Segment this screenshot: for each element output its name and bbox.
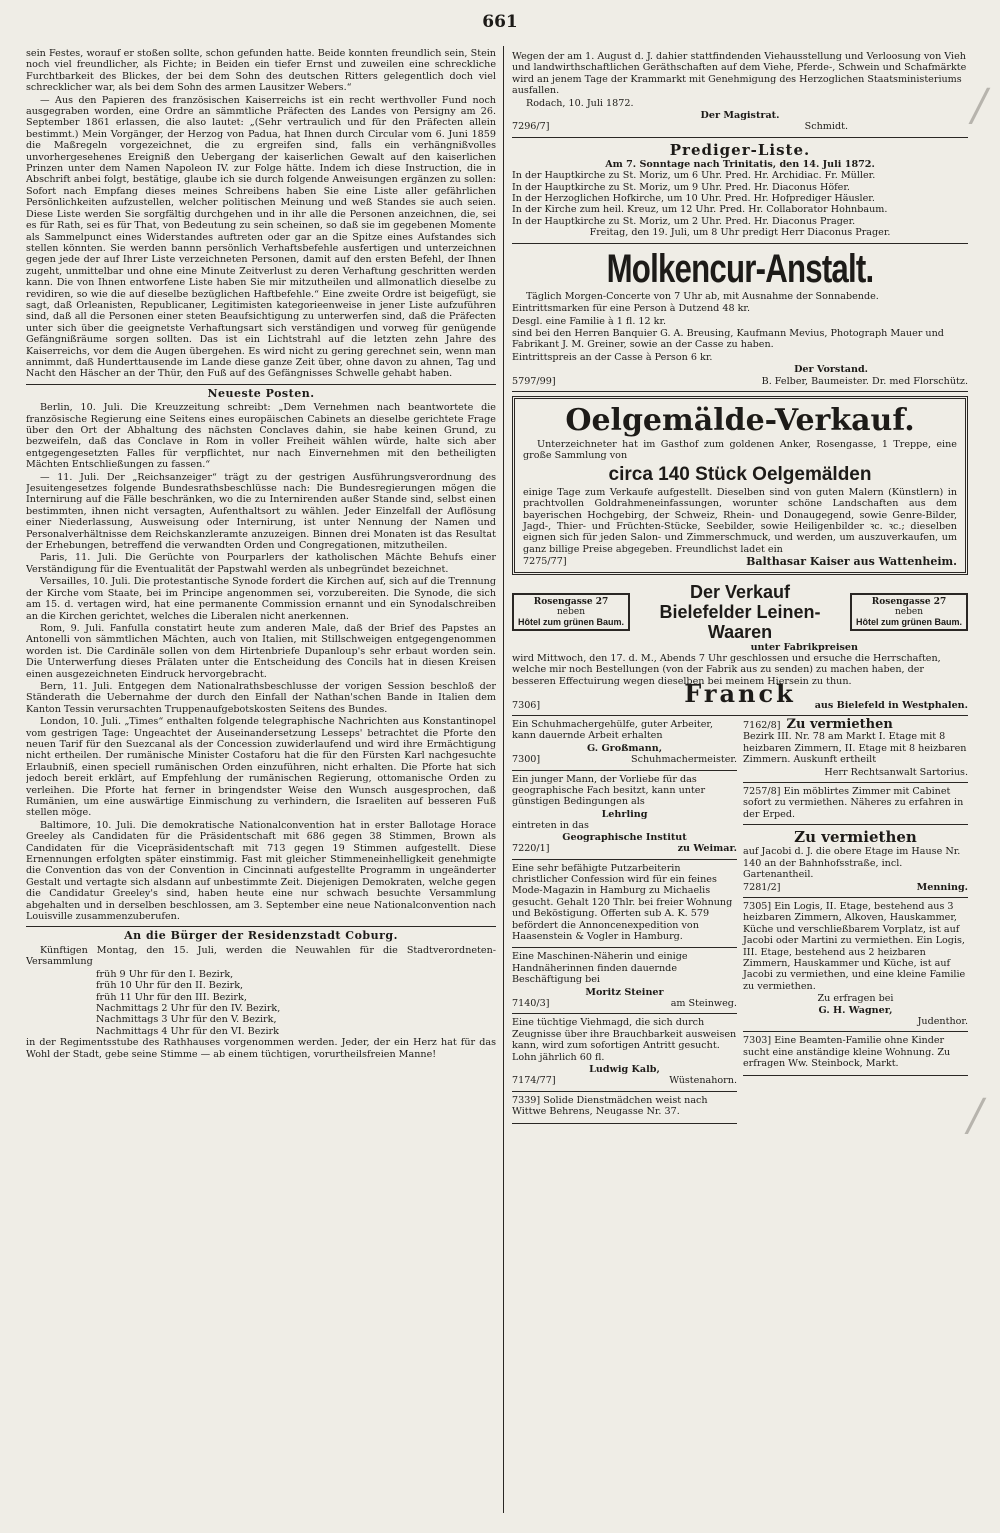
ad-linen bbox=[512, 579, 968, 716]
schedule-line: früh 11 Uhr für den III. Bezirk, bbox=[96, 991, 247, 1003]
ad-officials-family bbox=[743, 1032, 968, 1075]
ad-text: Ein möblirtes Zimmer mit Cabinet sofort zu vermiethen. Näheres zu erfahren in der Erped. bbox=[743, 786, 964, 820]
ad-ref: 7220/1] bbox=[512, 843, 550, 855]
ad-name: B. Felber, Baumeister. Dr. med Florschütz. bbox=[761, 375, 968, 387]
preacher-line: In der Hauptkirche zu St. Moriz, um 9 Uhr. Pred. Hr. Diaconus Höfer. bbox=[512, 181, 850, 193]
news-item: London, 10. Juli. „Times“ enthalten folgende telegraphische Nachrichten aus Konstantinopel vom gestrigen Tage: Ungeachtet der Auseinandersetzung Lesseps' betrachtet die Pforte den neuen Tarif für den Suezcanal als der Concession zuwiderlaufend und wird ihre Ermächtigung nicht ertheilen. Der rumänische Minister Costaforu hat die für den Fürsten Karl nachgesuchte Erlaubniß, einen speciell rumänischen Orden einzuführen, nicht erhalten. Die Pforte hat sich jedoch bereit erklärt, auf Empfehlung der rumänischen Regierung, ottomanische Orden zu verleihen. Die Pforte hat ferner in bringendster Weise den Wunsch ausgesprochen, daß Rumänien, um eine auswärtige Einmischung zu verhindern, die Israeliten auf besseren Fuß stellen möge. bbox=[26, 716, 496, 819]
preacher-line: In der Hauptkirche zu St. Moriz, um 2 Uhr. Pred. Hr. Diaconus Prager. bbox=[512, 215, 856, 227]
ad-name: Franck bbox=[684, 679, 796, 709]
ad-cattle-show bbox=[512, 48, 968, 138]
ad-text: eintreten in das bbox=[512, 820, 589, 832]
news-item: Berlin, 10. Juli. Die Kreuzzeitung schreibt: „Dem Vernehmen nach beantwortete die französische Regierung eine Seitens eines europäischen Cabinets an dieselbe gerichtete Frage über den Ort der Abhaltung des nächsten Conclaves dahin, sie habe keinen Grund, zu bezweifeln, daß das Conclave in Rom in voller Freiheit wählen würde, halte sich aber entgegengesetzten Falles für verpflichtet, nur nach Einvernehmen mit den betheiligten Mächten Entschließungen zu fassen.“ bbox=[26, 402, 496, 471]
divider bbox=[26, 384, 496, 385]
schedule-line: Nachmittags 2 Uhr für den IV. Bezirk, bbox=[96, 1002, 281, 1014]
news-item: Paris, 11. Juli. Die Gerüchte von Pourparlers der katholischen Mächte Behufs einer Verständigung für die Eventualität der Papstwahl werden als unbegründet bezeichnet. bbox=[26, 552, 496, 575]
ad-ref: 7306] bbox=[512, 699, 541, 711]
side-hotel: Hôtel zum grünen Baum. bbox=[517, 616, 624, 627]
right-column bbox=[512, 48, 968, 1515]
notice-heading: An die Bürger der Residenzstadt Coburg. bbox=[124, 929, 398, 943]
linen-line: Waaren bbox=[707, 621, 773, 642]
ad-text: Zu erfragen bei bbox=[817, 993, 894, 1005]
ad-ref: 7296/7] bbox=[512, 121, 550, 133]
ad-subtitle: Am 7. Sonntage nach Trinitatis, den 14. Juli 1872. bbox=[605, 158, 875, 170]
election-schedule bbox=[26, 969, 496, 1037]
ad-signature: Der Vorstand. bbox=[794, 364, 868, 376]
ad-ref: 7275/77] bbox=[523, 556, 567, 568]
ad-milliner bbox=[512, 860, 737, 949]
ad-furnished-room bbox=[743, 783, 968, 825]
ad-text: Unterzeichneter hat im Gasthof zum goldenen Anker, Rosengasse, 1 Treppe, eine große Sammlung von bbox=[523, 438, 957, 462]
ad-text: Eine Maschinen-Näherin und einige Handnäherinnen finden dauernde Beschäftigung bei bbox=[512, 951, 688, 986]
ad-ref: 7174/77] bbox=[512, 1075, 556, 1087]
ad-text: wird Mittwoch, den 17. d. M., Abends 7 Uhr geschlossen und ersuche die Herrschaften, welche mir noch Bestellungen (von der Fabrik aus zu senden) zu machen haben, der besseren Effectuirung wegen dieselben bei meinem Hiersein zu thun. bbox=[512, 653, 941, 687]
schedule-line: früh 9 Uhr für den I. Bezirk, bbox=[96, 968, 234, 980]
ad-name: G. Großmann, bbox=[586, 742, 663, 754]
article-paragraph: sein Festes, worauf er stoßen sollte, schon gefunden hatte. Beide konnten freundlich sein, Stein noch viel freundlicher, als Fichte; in Beiden ein tiefer Ernst und zuweilen eine schreckliche Furchtbarkeit des Blickes, der bei dem Sohn des deutschen Ritters gelegentlich doch viel schrecklicher war, als bei dem Sohn des armen Lausitzer Webers.“ bbox=[26, 48, 496, 94]
pencil-mark: / bbox=[968, 1090, 983, 1141]
linen-line: Bielefelder Leinen- bbox=[659, 601, 821, 622]
side-hotel: Hôtel zum grünen Baum. bbox=[855, 616, 962, 627]
ad-text: 7339] Solide Dienstmädchen weist nach Wittwe Behrens, Neugasse Nr. 37. bbox=[512, 1094, 708, 1118]
ad-text: Eine tüchtige Viehmagd, die sich durch Zeugnisse über ihre Brauchbarkeit ausweisen kann, wird zum sofortigen Antritt gesucht. Lohn jährlich 60 fl. bbox=[512, 1017, 737, 1063]
preacher-line: In der Herzoglichen Hofkirche, um 10 Uhr. Pred. Hr. Hofprediger Häusler. bbox=[512, 193, 875, 205]
schedule-line: Nachmittags 3 Uhr für den V. Bezirk, bbox=[96, 1014, 277, 1026]
ad-rent-station bbox=[743, 825, 968, 898]
ad-maids bbox=[512, 1092, 737, 1124]
column-rule bbox=[503, 46, 504, 1513]
ad-price: Eintrittsmarken für eine Person à Dutzend 48 kr. bbox=[512, 303, 750, 315]
news-item: Versailles, 10. Juli. Die protestantische Synode fordert die Kirchen auf, sich auf die Trennung der Kirche vom Staate, bei im Principe angenommen sei, vorzubereiten. Die Synode, die sich am 15. d. vertagen wird, hat eine permanente Commission ernannt und ein Synodalschreiben an die Kirchen gerichtet, welches die Liberalen nicht anerkennen. bbox=[26, 576, 496, 622]
ad-place: Wüstenahorn. bbox=[669, 1075, 737, 1087]
linen-side-box bbox=[850, 593, 968, 631]
linen-side-box bbox=[512, 593, 630, 631]
ad-highlight: Lehrling bbox=[601, 808, 648, 820]
news-item: — 11. Juli. Der „Reichsanzeiger“ trägt zu der gestrigen Ausführungsverordnung des Jesuitengesetzes folgende Bundesrathsbeschlüsse nach: Die Bundesregierungen mögen die Internirung auf die Fälle beschränken, wo die zu Internirenden außer Stande sind, selbst einen bestimmten, ihnen nicht versagten, Aufenthaltsort zu wählen. Jeder Einzelfall der Auflösung einer Niederlassung, Ausweisung oder Internirung, ist unter Nennung der Namen und Personalverhältnisse dem Reichskanzleramte anzuzeigen. Binnen drei Monaten ist das Resultat der Erhebungen, betreffend die verwandten Orden und Congregationen, mitzutheilen. bbox=[26, 471, 496, 552]
ad-text: Bezirk III. Nr. 78 am Markt I. Etage mit 8 heizbaren Zimmern, II. Etage mit 8 heizbaren Zimmern. Auskunft ertheilt bbox=[743, 731, 967, 766]
ad-place: am Steinweg. bbox=[670, 997, 737, 1009]
ad-ref: 7140/3] bbox=[512, 997, 550, 1009]
ad-place: zu Weimar. bbox=[677, 843, 737, 855]
ad-name: Moritz Steiner bbox=[585, 986, 664, 998]
ad-name: Schmidt. bbox=[804, 121, 848, 133]
ad-text: 7303] Eine Beamten-Familie ohne Kinder sucht eine anständige kleine Wohnung. Zu erfragen Ww. Steinbock, Markt. bbox=[743, 1035, 951, 1070]
ad-place: aus Bielefeld in Westphalen. bbox=[814, 699, 968, 711]
ad-cattle-maid bbox=[512, 1014, 737, 1091]
ad-text: Täglich Morgen-Concerte von 7 Uhr ab, mit Ausnahme der Sonnabende. bbox=[526, 290, 879, 302]
small-ads-grid bbox=[512, 716, 968, 1124]
pencil-mark: / bbox=[972, 80, 987, 131]
article-paragraph: — Aus den Papieren des französischen Kaiserreichs ist ein recht werthvoller Fund noch ausgegraben worden, eine Ordre an sämmtliche Präfecten des Landes von Persigny am 26. September 1861 erlassen, die also lautet: „(Sehr vertraulich und für den Präfecten allein bestimmt.) Mein Vorgänger, der Herzog von Padua, hat Ihnen durch Circular vom 6. Juni 1859 die Maßregeln vorgezeichnet, die zu ergreifen sind, falls ein verhängnißvolles unvorhergesehenes Ereigniß den Uebergang der kaiserlichen Gewalt auf den kaiserlichen Prinzen unter dem Namen Napoleon IV. zur Folge hätte. Indem ich diese Instruction, die in Abschrift anbei folgt, bestätige, glaube ich sie durch folgende Anweisungen ergänzen zu sollen: Sofort nach Empfang dieses meines Schreibens haben Sie eine Liste aller gefährlichen Persönlichkeiten aufzustellen, welcher politischen Meinung und weß Standes sie auch seien. Diese Liste werden Sie sorgfältig durchgehen und in ihr alle die Personen anzeichnen, die, sei es für Rath, sei es für That, von Bedeutung zu sein scheinen, so daß sie im gegebenen Momente als Sammelpunct eines Widerstandes auftreten oder gar an die Spitze eines Aufstandes sich stellen könnten. Sie werden bannn persönlich Verhaftsbefehle ausfertigen und unterzeichnen gegen jede der auf Ihrer Liste verzeichneten Personen, damit auf den ersten Befehl, der Ihnen zugeht, unmittelbar und ohne eine Minute Zeitverlust zu deren Verhaftung geschritten werden kann. Die von Ihnen entworfene Liste haben Sie mir mitzutheilen und allmonatlich dieselbe zu revidiren, so wie die auf dieselbe bezüglichen Haftbefehle.“ Eine zweite Ordre ist beigefügt, sie sagt, daß Orleanisten, Republicaner, Legitimisten kategorieenweise in jener Liste aufzuführen sind, daß all die Personen einer steten Beaufsichtigung zu unterwerfen sind, daß die Präfecten unter sich über die geeignetste Verhaftungsart sich verständigen und vorweg für genügende Gefängnißräume sorgen sollten. Das ist ein Lichtstrahl auf die letzten zehn Jahre des Kaiserreichs, vor dem die Augen übergehen. Es wird nicht zu gering gerechnet sein, wenn man annimmt, daß Hunderttausende im Lande diese ganze Zeit über, ohne davon zu ahnen, Tag und Nacht den Häscher an der Thür, den Fuß auf des Gefängnisses Schwelle gehabt haben. bbox=[26, 94, 496, 380]
ad-lodging bbox=[743, 898, 968, 1032]
ad-price: Desgl. eine Familie à 1 fl. 12 kr. bbox=[512, 315, 667, 327]
ad-paintings bbox=[512, 396, 968, 575]
ad-role: Judenthor. bbox=[917, 1015, 968, 1027]
divider bbox=[26, 926, 496, 927]
page-number: 661 bbox=[482, 12, 518, 32]
left-column bbox=[26, 48, 496, 1515]
ad-title: Oelgemälde-Verkauf. bbox=[565, 402, 915, 438]
news-item: Baltimore, 10. Juli. Die demokratische Nationalconvention hat in erster Ballotage Horace Greeley als Candidaten für die Präsidentschaft mit 686 gegen 38 Stimmen, Brown als Candidaten für die Vicepräsidentschaft mit 713 gegen 19 Stimmen aufgestellt. Diese Ernennungen erfolgten später einstimmig. Fast mit gleicher Stimmeneinhelligkeit genehmigte die Convention das von der Convention in Cincinnati aufgestellte Programm in ungeänderter Gestalt und vertagte sich alsdann auf unbestimmte Zeit. Diejenigen Demokraten, welche gegen die Candidatur Greeley's sind, haben heute eine nur schwach besuchte Versammlung abgehalten und in derselben beschlossen, am 3. September eine neue Nationalconvention nach Louisville zusammenzuberufen. bbox=[26, 819, 496, 923]
ad-title: Zu vermiethen bbox=[786, 717, 893, 733]
ad-geo-institute bbox=[512, 771, 737, 860]
small-ads-left bbox=[512, 716, 737, 1124]
news-heading: Neueste Posten. bbox=[207, 386, 315, 400]
ad-text: Ein junger Mann, der Vorliebe für das geographische Fach besitzt, kann unter günstigen Bedingungen als bbox=[512, 773, 706, 808]
news-item: Bern, 11. Juli. Entgegen dem Nationalrathsbeschlusse der vorigen Session beschloß der Ständerath die Uebernahme der durch den Einfall der Nathan'schen Bande in Italien dem Kanton Tessin verursachten Truppenaufgebotskosten Seitens des Bundes. bbox=[26, 680, 496, 715]
ad-text: sind bei den Herren Banquier G. A. Breusing, Kaufmann Mevius, Photograph Mauer und Fabrikant J. M. Greiner, sowie an der Casse zu haben. bbox=[512, 327, 944, 351]
ad-title: Molkencur-Anstalt. bbox=[606, 246, 874, 291]
ad-ref: 7300] bbox=[512, 754, 541, 766]
ad-text: Wegen der am 1. August d. J. dahier stattfindenden Viehausstellung und Verloosung von Vieh und landwirthschaftlichen Geräthschaften auf dem Viehe, Pferde-, Schwein und Schafmärkte wird an jenem Tage der Krammarkt mit Genehmigung des Herzoglichen Staatsministeriums ausfallen. bbox=[512, 51, 967, 97]
notice-intro: Künftigen Montag, den 15. Juli, werden die Neuwahlen für die Stadtverordneten-Versammlung bbox=[26, 944, 496, 968]
linen-title bbox=[630, 582, 850, 642]
ad-title: Prediger-Liste. bbox=[669, 140, 811, 159]
ad-name: Balthasar Kaiser aus Wattenheim. bbox=[746, 555, 957, 569]
ad-whey-cure bbox=[512, 244, 968, 392]
ad-text: 7305] Ein Logis, II. Etage, bestehend aus 3 heizbaren Zimmern, Alkoven, Hauskammer, Küche und verschließbarem Vorplatz, ist auf Jacobi oder Martini zu vermiethen. Ein Logis, III. Etage, bestehend aus 2 heizbaren Zimmern, Hauskammer und Küche, ist auf Jacobi zu vermiethen, und eine kleine Familie zu vermiethen. bbox=[743, 900, 966, 992]
schedule-line: Nachmittags 4 Uhr für den VI. Bezirk bbox=[96, 1025, 279, 1037]
ad-ref: 7162/8] bbox=[743, 720, 781, 732]
news-item: Rom, 9. Juli. Fanfulla constatirt heute zum anderen Male, daß der Brief des Papstes an Antonelli von sämmtlichen Mächten, auch von Italien, mit Stillschweigen entgegengenommen worden ist. Die Cardinäle sollen von dem Hirtenbriefe Dupanloup's sehr erbaut worden sein. Die Unterwerfung dieses Prälaten unter die Entscheidung des Concils hat in diesen Kreisen einen ausgezeichneten Eindruck hervorgebracht. bbox=[26, 622, 496, 680]
side-neben: neben bbox=[894, 606, 923, 617]
ad-name: Herr Rechtsanwalt Sartorius. bbox=[824, 766, 968, 778]
ad-title: Zu vermiethen bbox=[794, 828, 917, 847]
ad-text: Eine sehr befähigte Putzarbeiterin christlicher Confession wird für ein feines Mode-Magazin in Hamburg zu Michaelis gesucht. Gehalt 120 Thlr. bei freier Wohnung und Beköstigung. Offerten sub A. K. 579 befördert die Annoncenexpedition von Haasenstein & Vogler in Hamburg. bbox=[512, 862, 733, 942]
notice-end: in der Regimentsstube des Rathhauses vorgenommen werden. Jeder, der ein Herz hat für das Wohl der Stadt, gebe seine Stimme — ab einem tüchtigen, vorurtheilsfreien Manne! bbox=[26, 1037, 496, 1060]
ad-text: Ein Schuhmachergehülfe, guter Arbeiter, kann dauernde Arbeit erhalten bbox=[512, 719, 713, 742]
side-title: Rosengasse 27 bbox=[533, 596, 609, 607]
ad-ref: 7257/8] bbox=[743, 786, 781, 798]
ad-ref: 7281/2] bbox=[743, 881, 781, 893]
ad-name: Menning. bbox=[916, 881, 968, 893]
ad-preacher-list bbox=[512, 138, 968, 244]
side-title: Rosengasse 27 bbox=[871, 596, 947, 607]
ad-signature: Der Magistrat. bbox=[700, 110, 780, 122]
ad-name: Ludwig Kalb, bbox=[589, 1064, 660, 1075]
ad-seamstress bbox=[512, 948, 737, 1014]
preacher-line: In der Kirche zum heil. Kreuz, um 12 Uhr. Pred. Hr. Collaborator Hohnbaum. bbox=[512, 204, 888, 216]
preacher-line: Freitag, den 19. Juli, um 8 Uhr predigt Herr Diaconus Prager. bbox=[589, 227, 891, 239]
ad-ref: 5797/99] bbox=[512, 375, 556, 387]
preacher-line: In der Hauptkirche zu St. Moriz, um 6 Uhr. Pred. Hr. Archidiac. Fr. Müller. bbox=[512, 170, 876, 182]
small-ads-right bbox=[743, 716, 968, 1124]
ad-role: Schuhmachermeister. bbox=[631, 754, 737, 766]
schedule-line: früh 10 Uhr für den II. Bezirk, bbox=[96, 980, 244, 992]
ad-text: einige Tage zum Verkaufe aufgestellt. Dieselben sind von guten Malern (Künstlern) in prachtvollen Goldrahmeneinfassungen, worunter schöne Landschaften aus dem bayerischen Hochgebirg, der Schweiz, Rhein- und Donaugegend, sowie Genre-Bilder, Jagd-, Thier- und Früchten-Stücke, Seebilder, sowie Heiligenbilder ꝛc. ꝛc.; dieselben eignen sich für jeden Salon- und Zimmerschmuck, und werden, um auszuverkaufen, um ganz billige Preise abgegeben. Freundlichst ladet ein bbox=[523, 486, 957, 555]
side-neben: neben bbox=[556, 606, 585, 617]
ad-place: Rodach, 10. Juli 1872. bbox=[526, 97, 634, 109]
ad-text: auf Jacobi d. J. die obere Etage im Hause Nr. 140 an der Bahnhofsstraße, incl. Gartenantheil. bbox=[743, 846, 961, 881]
linen-line: Der Verkauf bbox=[689, 581, 791, 602]
ad-rent-market bbox=[743, 716, 968, 783]
ad-subtitle: unter Fabrikpreisen bbox=[750, 641, 858, 653]
ad-name: G. H. Wagner, bbox=[818, 1004, 893, 1016]
ad-price: Eintrittspreis an der Casse à Person 6 kr. bbox=[512, 351, 713, 363]
ad-highlight: circa 140 Stück Oelgemälden bbox=[608, 463, 872, 485]
ad-shoemaker bbox=[512, 716, 737, 771]
ad-name: Geographische Institut bbox=[562, 831, 687, 843]
